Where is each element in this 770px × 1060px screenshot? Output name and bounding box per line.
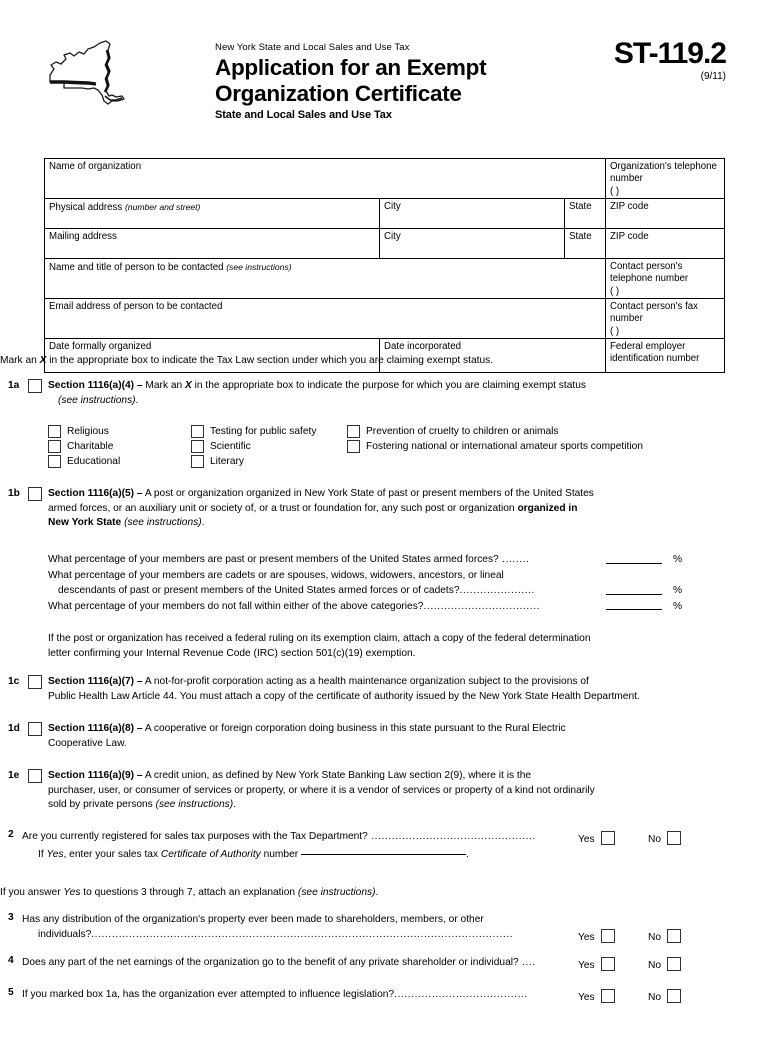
checkbox-option-educational[interactable]: Educational (48, 455, 120, 470)
section-1b (0, 487, 682, 531)
table-row-physical-address (45, 199, 725, 229)
section-1c-number: 1c (8, 676, 20, 687)
question-5-no-checkbox[interactable] (667, 989, 681, 1003)
section-1d-heading: Section 1116(a)(8) – (48, 723, 143, 734)
question-5-number: 5 (8, 987, 14, 998)
section-1b-number: 1b (8, 488, 20, 499)
header-eyebrow: New York State and Local Sales and Use Tax (215, 42, 410, 53)
field-state-physical[interactable]: State (565, 199, 606, 229)
intro-x-mark: X (39, 355, 47, 366)
certificate-of-authority-input[interactable] (301, 854, 466, 855)
contact-fax-paren: ( ) (610, 326, 620, 337)
field-fein[interactable]: Federal employer identification number (606, 339, 725, 373)
question-4-number: 4 (8, 955, 14, 966)
tax-law-instruction: Mark an X in the appropriate box to indicate the Tax Law section under which you are claiming exempt status. (0, 355, 494, 366)
section-1d (0, 722, 682, 751)
checkbox-option-fostering-sports[interactable]: Fostering national or international amateur sports competition (347, 440, 643, 455)
table-row-contact-email (45, 299, 725, 339)
section-1a-see-instructions: (see instructions) (58, 394, 136, 406)
section-1c (0, 675, 682, 704)
question-4-yes[interactable]: Yes (578, 955, 615, 973)
percentage-input-1[interactable] (606, 563, 662, 564)
question-5-yes[interactable]: Yes (578, 987, 615, 1005)
federal-ruling-note: If the post or organization has received a federal ruling on its exemption claim, attach a copy of the federal determination letter confirming your Internal Revenue Code (IRC) section 501(c)(19) exemption. (48, 633, 591, 659)
field-contact-name-title[interactable]: Name and title of person to be contacted (see instructions) (45, 259, 606, 299)
question-2-subline: If Yes, enter your sales tax Certificate of Authority number . (38, 849, 469, 860)
form-number: ST-119.2 (613, 37, 726, 70)
form-header (0, 36, 770, 121)
contact-phone-paren: ( ) (610, 286, 620, 297)
section-1c-text: Section 1116(a)(7) – A not-for-profit corporation acting as a health maintenance organization subject to the provisions of Public Health Law Article 44. You must attach a copy of the certificate of authority issued by the New York State Health Department. (48, 676, 640, 702)
purpose-options-column-1 (48, 425, 120, 469)
field-state-mailing[interactable]: State (565, 229, 606, 259)
section-1a-heading: Section 1116(a)(4) – (48, 380, 143, 391)
header-title-block (215, 42, 486, 122)
question-2-number: 2 (8, 829, 14, 840)
header-title-line2: Organization Certificate (215, 81, 462, 106)
field-organization-phone[interactable]: Organization's telephone number ( ) (606, 159, 725, 199)
field-mailing-address[interactable]: Mailing address (45, 229, 380, 259)
fostering-sports-checkbox[interactable] (347, 440, 360, 453)
checkbox-option-literary[interactable]: Literary (191, 455, 316, 470)
question-4-no[interactable]: No (648, 955, 681, 973)
table-row-contact-name (45, 259, 725, 299)
question-2-no[interactable]: No (648, 829, 681, 847)
section-1e-heading: Section 1116(a)(9) – (48, 770, 143, 781)
question-5-no[interactable]: No (648, 987, 681, 1005)
field-date-incorporated[interactable]: Date incorporated (380, 339, 606, 373)
section-1d-text: Section 1116(a)(8) – A cooperative or foreign corporation doing business in this state pursuant to the Rural Electric Cooperative Law. (48, 723, 566, 749)
question-3-text-line1: Has any distribution of the organization's property ever been made to shareholders, members, or other (22, 914, 484, 925)
field-city-mailing[interactable]: City (380, 229, 565, 259)
section-1e-number: 1e (8, 770, 20, 781)
prevention-cruelty-checkbox[interactable] (347, 425, 360, 438)
percentage-question-3: What percentage of your members do not fall within either of the above categories?.................................. % (48, 600, 682, 612)
checkbox-option-prevention-cruelty[interactable]: Prevention of cruelty to children or animals (347, 425, 643, 440)
section-1e-text: Section 1116(a)(9) – A credit union, as defined by New York State Banking Law section 2(9), where it is the purchaser, user, or consumer of services or property, or where it is a vendor of services or property of a kind not ordinarily sold by private persons (see instructions). (48, 770, 595, 811)
section-1b-text: Section 1116(a)(5) – A post or organization organized in New York State of past or present members of the United States armed forces, or an auxiliary unit or society of, or a trust or foundation for, any such post or organization organized in New York State (see instructions). (48, 488, 594, 529)
percentage-question-2-line1: What percentage of your members are cadets or are spouses, widows, widowers, ancestors, or lineal (48, 569, 504, 581)
percentage-question-1: What percentage of your members are past or present members of the United States armed forces? ........ % (48, 554, 682, 565)
checkbox-option-testing-public-safety[interactable]: Testing for public safety (191, 425, 316, 440)
organization-info-table (44, 158, 725, 373)
question-4-yes-checkbox[interactable] (601, 957, 615, 971)
section-1a-x-mark: X (185, 380, 192, 391)
question-3-number: 3 (8, 912, 14, 923)
literary-checkbox[interactable] (191, 455, 204, 468)
section-1c-heading: Section 1116(a)(7) – (48, 676, 143, 687)
testing-public-safety-checkbox[interactable] (191, 425, 204, 438)
percentage-input-2[interactable] (606, 594, 662, 595)
question-4-no-checkbox[interactable] (667, 957, 681, 971)
percentage-input-3[interactable] (606, 609, 662, 610)
section-1d-number: 1d (8, 723, 20, 734)
table-row-mailing-address (45, 229, 725, 259)
phone-paren: ( ) (610, 186, 620, 197)
field-contact-email[interactable]: Email address of person to be contacted (45, 299, 606, 339)
section-1b-heading: Section 1116(a)(5) – (48, 488, 143, 499)
checkbox-option-charitable[interactable]: Charitable (48, 440, 120, 455)
section-1b-checkbox[interactable] (28, 487, 42, 505)
section-1a-checkbox[interactable] (28, 379, 42, 397)
section-1a-number: 1a (8, 380, 20, 391)
question-3-yes[interactable]: Yes (578, 927, 615, 945)
table-row-name-phone (45, 159, 725, 199)
section-1e (0, 769, 682, 813)
question-3-no-checkbox[interactable] (667, 929, 681, 943)
field-date-formally-organized[interactable]: Date formally organized (45, 339, 380, 373)
checkbox-option-religious[interactable]: Religious (48, 425, 120, 440)
contact-name-hint: (see instructions) (226, 262, 292, 272)
religious-checkbox[interactable] (48, 425, 61, 438)
field-zip-mailing[interactable]: ZIP code (606, 229, 725, 259)
section-1a (0, 379, 682, 408)
form-page (0, 36, 770, 1060)
header-subtitle: State and Local Sales and Use Tax (215, 109, 392, 121)
purpose-options-column-3 (347, 425, 643, 455)
field-zip-physical[interactable]: ZIP code (606, 199, 725, 229)
educational-checkbox[interactable] (48, 455, 61, 468)
section-1a-text: Section 1116(a)(4) – Mark an X in the appropriate box to indicate the purpose for which you are claiming exempt status (see instructions). (48, 379, 682, 408)
question-4-text: Does any part of the net earnings of the organization go to the benefit of any private shareholder or individual? .... (22, 957, 536, 968)
question-3-yes-checkbox[interactable] (601, 929, 615, 943)
section-1e-checkbox[interactable] (28, 769, 42, 787)
question-2-yes[interactable]: Yes (578, 829, 615, 847)
field-physical-address[interactable]: Physical address (number and street) (45, 199, 380, 229)
physical-address-hint: (number and street) (124, 202, 201, 212)
field-contact-fax[interactable]: Contact person's fax number ( ) (606, 299, 725, 339)
purpose-options-column-2 (191, 425, 316, 469)
question-2-text: Are you currently registered for sales tax purposes with the Tax Department? ................................................ (22, 831, 536, 842)
new-york-state-outline-icon (44, 38, 144, 116)
question-5-yes-checkbox[interactable] (601, 989, 615, 1003)
question-2-no-checkbox[interactable] (667, 831, 681, 845)
field-contact-phone[interactable]: Contact person's telephone number ( ) (606, 259, 725, 299)
form-revision-date: (9/11) (700, 71, 726, 82)
question-5-text: If you marked box 1a, has the organization ever attempted to influence legislation?....................................... (22, 989, 528, 1000)
percentage-question-2-line2: descendants of past or present members of the United States armed forces or of cadets?...................... % (58, 585, 682, 596)
form-number-block (614, 38, 726, 83)
section-1b-percentage-questions (48, 552, 682, 614)
charitable-checkbox[interactable] (48, 440, 61, 453)
checkbox-option-scientific[interactable]: Scientific (191, 440, 316, 455)
questions-3-to-7-note: If you answer Yes to questions 3 through 7, attach an explanation (see instructions). (0, 887, 379, 898)
header-title-line1: Application for an Exempt (215, 55, 487, 80)
question-2-yes-checkbox[interactable] (601, 831, 615, 845)
section-1d-checkbox[interactable] (28, 722, 42, 740)
field-name-of-organization[interactable]: Name of organization (45, 159, 606, 199)
question-3-text-line2: individuals?........................................................................................................................... (38, 929, 514, 940)
field-city-physical[interactable]: City (380, 199, 565, 229)
section-1c-checkbox[interactable] (28, 675, 42, 693)
question-3-no[interactable]: No (648, 927, 681, 945)
scientific-checkbox[interactable] (191, 440, 204, 453)
